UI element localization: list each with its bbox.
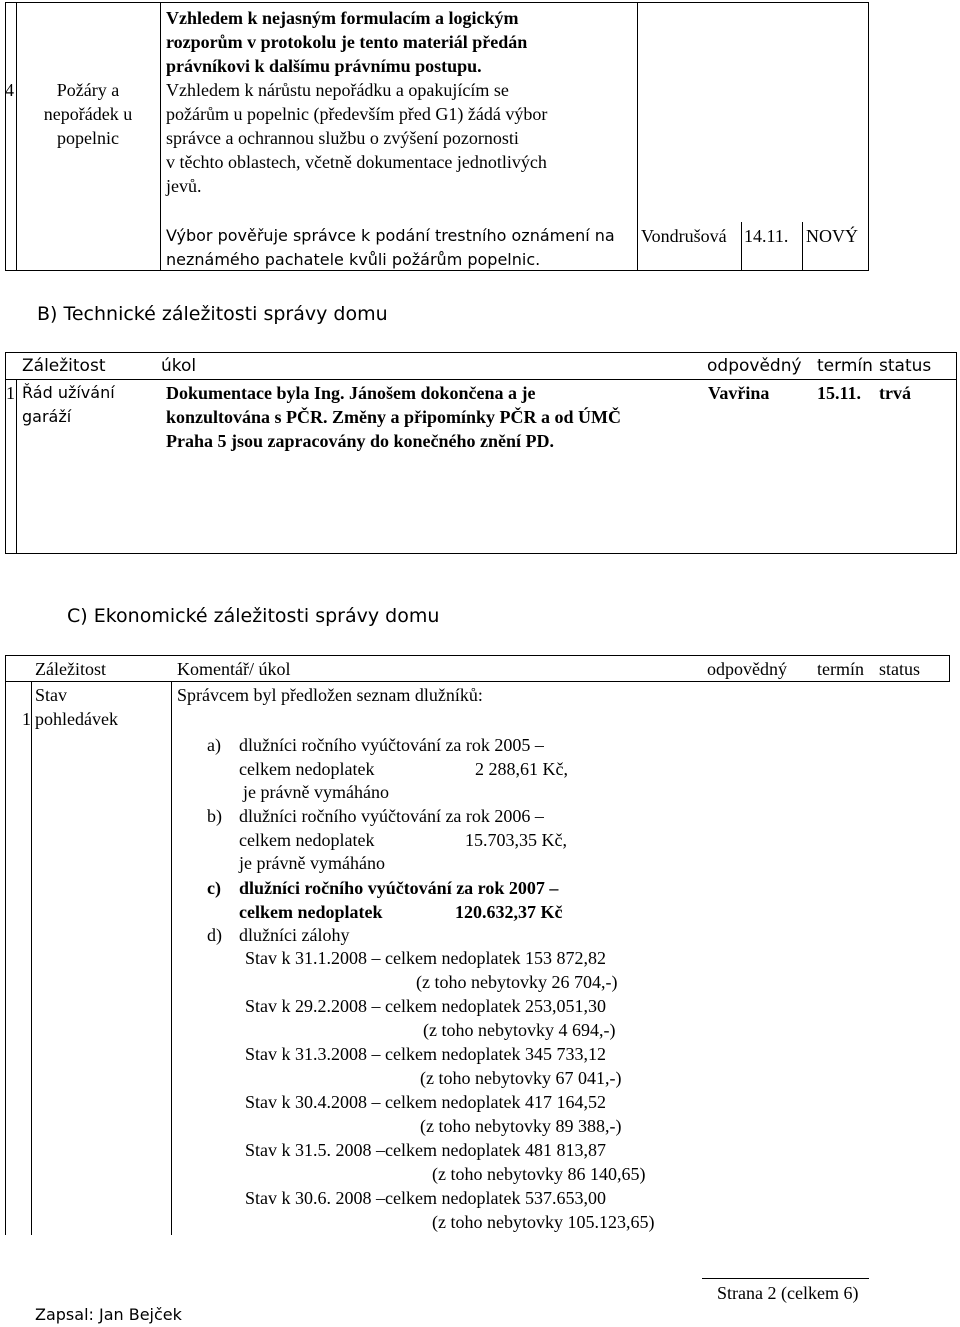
row-responsible: Vondrušová bbox=[641, 226, 727, 246]
row-topic: Stav pohledávek bbox=[35, 685, 118, 729]
col-header-deadline: termín bbox=[817, 659, 864, 679]
row-comment: Vzhledem k nárůstu nepořádku a opakujícím se požárům u popelnic (především před G1) žádá výbor správce a ochrannou službu o zvýšení pozornosti v těchto oblastech, včetně dokumentace jednotlivých jevů. bbox=[166, 80, 548, 196]
row-deadline: 14.11. bbox=[744, 226, 789, 246]
row-topic: Požáry a nepořádek u popelnic bbox=[43, 80, 133, 148]
page-number: Strana 2 (celkem 6) bbox=[717, 1283, 859, 1303]
row-deadline: 15.11. bbox=[817, 383, 862, 403]
row-task: Dokumentace byla Ing. Jánošem dokončena a je konzultována s PČR. Změny a připomínky PČR a od ÚMČ Praha 5 jsou zapracovány do konečného znění PD. bbox=[166, 383, 622, 451]
col-header-status: status bbox=[879, 356, 932, 376]
row-responsible: Vavřina bbox=[708, 383, 770, 403]
section-c-heading: C) Ekonomické záležitosti správy domu bbox=[67, 605, 440, 627]
row-number: 1 bbox=[6, 383, 15, 403]
col-header-deadline: termín bbox=[817, 356, 873, 376]
col-header-task: Komentář/ úkol bbox=[177, 659, 291, 679]
row-number: 1 bbox=[22, 709, 31, 729]
row-status: NOVÝ bbox=[806, 226, 858, 246]
section-b-heading: B) Technické záležitosti správy domu bbox=[37, 303, 388, 325]
debtors-intro: Správcem byl předložen seznam dlužníků: bbox=[177, 685, 483, 705]
row-status: trvá bbox=[879, 383, 911, 403]
col-header-responsible: odpovědný bbox=[707, 356, 802, 376]
recorder: Zapsal: Jan Bejček bbox=[35, 1305, 182, 1324]
col-header-topic: Záležitost bbox=[22, 356, 106, 376]
col-header-responsible: odpovědný bbox=[707, 659, 787, 679]
col-header-topic: Záležitost bbox=[35, 659, 106, 679]
col-header-task: úkol bbox=[161, 356, 197, 376]
row-task: Výbor pověřuje správce k podání trestního oznámení na neznámého pachatele kvůli požárům popelnic. bbox=[166, 226, 615, 269]
footer-divider bbox=[702, 1278, 869, 1279]
legal-note: Vzhledem k nejasným formulacím a logickým rozporům v protokolu je tento materiál předán právníkovi k dalšímu právnímu postupu. bbox=[166, 8, 528, 76]
col-header-status: status bbox=[879, 659, 921, 679]
row-topic: Řád užívání garáží bbox=[22, 383, 115, 426]
row-number: 4 bbox=[5, 80, 14, 100]
